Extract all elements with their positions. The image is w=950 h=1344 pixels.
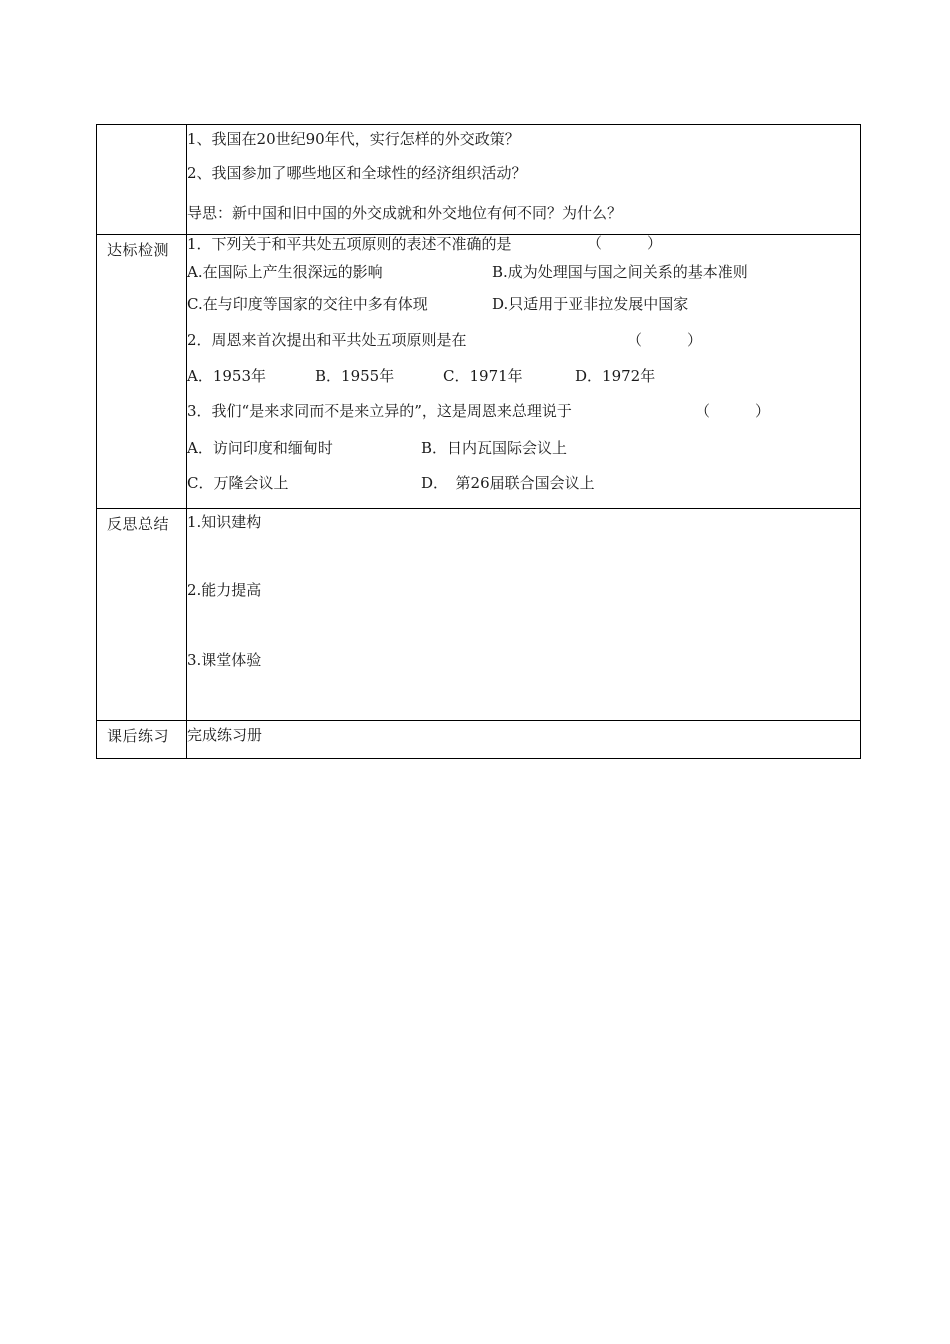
- guide-question-2: 2、我国参加了哪些地区和全球性的经济组织活动？: [187, 164, 527, 182]
- test-q1-stem: 1．下列关于和平共处五项原则的表述不准确的是: [187, 235, 512, 253]
- test-q3-stem: 3．我们“是来求同而不是来立异的”，这是周恩来总理说于: [187, 402, 572, 420]
- guide-content-cell: [187, 125, 861, 235]
- test-q2-option-a[interactable]: A．1953年: [187, 367, 267, 385]
- test-q2-options: [187, 357, 860, 393]
- reflection-label-cell: [97, 509, 187, 721]
- test-q2-paren: （ ）: [627, 331, 703, 349]
- reflection-row: [97, 509, 861, 721]
- test-q1-stem-line: [187, 235, 860, 257]
- test-q3-options-ab: [187, 429, 860, 465]
- guide-label-cell: [97, 125, 187, 235]
- homework-label: 课后练习: [107, 727, 170, 745]
- test-q3-option-b[interactable]: B．日内瓦国际会议上: [421, 439, 568, 457]
- reflection-label: 反思总结: [107, 515, 170, 533]
- test-q1-options-ab: [187, 257, 860, 287]
- reflection-item-3: 3.课堂体验: [187, 651, 262, 669]
- test-q3-options-cd: [187, 465, 860, 501]
- lesson-table: [96, 124, 861, 759]
- homework-row: [97, 721, 861, 759]
- homework-content-cell: [187, 721, 861, 759]
- test-label-cell: [97, 235, 187, 509]
- test-q3-stem-line: [187, 393, 860, 429]
- guide-row: [97, 125, 861, 235]
- test-q1-paren: （ ）: [587, 234, 663, 252]
- test-q3-option-c[interactable]: C．万隆会议上: [187, 474, 289, 492]
- test-q3-option-a[interactable]: A．访问印度和缅甸时: [187, 439, 333, 457]
- test-q3-paren: （ ）: [695, 402, 771, 420]
- test-q3-option-d[interactable]: D． 第26届联合国会议上: [421, 474, 595, 492]
- test-q1-option-b[interactable]: B.成为处理国与国之间关系的基本准则: [492, 263, 748, 281]
- test-q1-option-d[interactable]: D.只适用于亚非拉发展中国家: [492, 295, 689, 313]
- reflection-content-cell: [187, 509, 861, 721]
- test-content-cell: [187, 235, 861, 509]
- homework-label-cell: [97, 721, 187, 759]
- test-q1-options-cd: [187, 287, 860, 319]
- homework-text: 完成练习册: [187, 726, 263, 744]
- test-q1-option-a[interactable]: A.在国际上产生很深远的影响: [187, 263, 383, 281]
- test-q2-option-c[interactable]: C．1971年: [443, 367, 523, 385]
- test-q2-option-b[interactable]: B．1955年: [315, 367, 395, 385]
- test-q2-option-d[interactable]: D．1972年: [575, 367, 656, 385]
- test-label: 达标检测: [107, 241, 170, 259]
- guide-thinking: 导思：新中国和旧中国的外交成就和外交地位有何不同？为什么？: [187, 204, 623, 222]
- reflection-item-1: 1.知识建构: [187, 513, 262, 531]
- test-q1-option-c[interactable]: C.在与印度等国家的交往中多有体现: [187, 295, 428, 313]
- reflection-item-2: 2.能力提高: [187, 581, 262, 599]
- test-q2-stem-line: [187, 319, 860, 357]
- test-row: [97, 235, 861, 509]
- test-q2-stem: 2．周恩来首次提出和平共处五项原则是在: [187, 331, 467, 349]
- guide-question-1: 1、我国在20世纪90年代，实行怎样的外交政策？: [187, 130, 520, 148]
